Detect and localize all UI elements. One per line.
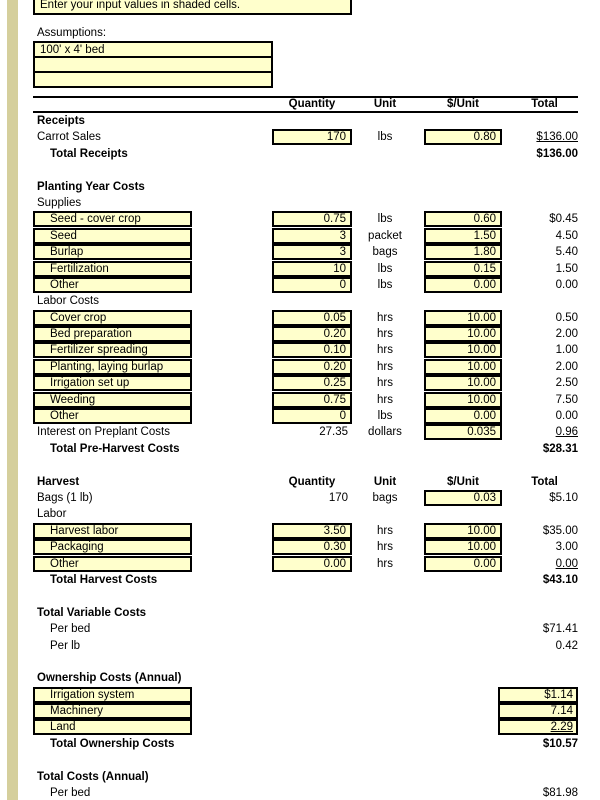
quantity-input[interactable] <box>272 539 352 555</box>
label-input[interactable] <box>33 523 192 539</box>
quantity-input-value: 0.20 <box>323 328 346 341</box>
quantity-input-value: 0.25 <box>323 377 346 390</box>
worksheet-row-section <box>33 769 578 785</box>
subsection-heading: Supplies <box>37 196 82 209</box>
label-input-value: Weeding <box>50 393 96 406</box>
quantity-input-value: 0.00 <box>323 557 346 570</box>
label-input-value: Machinery <box>50 705 104 718</box>
quantity-input[interactable] <box>272 228 352 244</box>
price-input-value: 10.00 <box>467 328 496 341</box>
quantity-input-value: 0.75 <box>323 213 346 226</box>
price-input-value: 0.00 <box>473 410 496 423</box>
row-label: Interest on Preplant Costs <box>37 426 170 439</box>
quantity-input[interactable] <box>272 211 352 227</box>
total-value: 2.00 <box>555 360 578 373</box>
worksheet-rows <box>33 96 578 800</box>
unit-label: dollars <box>368 426 402 439</box>
worksheet-row-spacer <box>33 457 578 473</box>
label-input[interactable] <box>33 211 192 227</box>
unit-label: hrs <box>377 311 393 324</box>
price-input-value: 10.00 <box>467 360 496 373</box>
worksheet-row-item <box>33 342 578 358</box>
total-value: $0.45 <box>549 213 578 226</box>
total-value: 5.40 <box>555 246 578 259</box>
worksheet-row-spacer <box>33 162 578 178</box>
worksheet-row-item <box>33 228 578 244</box>
worksheet-row-spacer <box>33 654 578 670</box>
worksheet-row-item <box>33 129 578 145</box>
section-heading: Ownership Costs (Annual) <box>37 672 182 685</box>
quantity-input[interactable] <box>272 408 352 424</box>
column-header-price: $/Unit <box>447 475 479 488</box>
quantity-input[interactable] <box>272 326 352 342</box>
quantity-input-value: 0 <box>339 410 346 423</box>
assumption-input-0[interactable]: 100' x 4' bed <box>33 41 273 58</box>
quantity-input-value: 0.30 <box>323 541 346 554</box>
worksheet-row-item <box>33 638 578 654</box>
worksheet-row-item <box>33 375 578 391</box>
total-value: $71.41 <box>542 623 578 636</box>
unit-label: bags <box>372 246 398 259</box>
worksheet-row-item <box>33 687 578 703</box>
label-input[interactable] <box>33 228 192 244</box>
notice-text: Enter your input values in shaded cells. <box>40 0 241 11</box>
column-header-price: $/Unit <box>447 98 479 110</box>
label-input-value: Other <box>50 278 79 291</box>
section-heading: Receipts <box>37 115 85 127</box>
subtotal-label: Total Receipts <box>50 147 128 160</box>
worksheet-row-subtotal <box>33 441 578 457</box>
row-label: Per bed <box>50 787 91 800</box>
column-header-total: Total <box>531 98 558 110</box>
unit-label: hrs <box>377 377 393 390</box>
worksheet-row-colheader <box>33 96 578 113</box>
quantity-input-value: 3.50 <box>323 524 346 537</box>
label-input-value: Fertilizer spreading <box>50 344 148 357</box>
assumption-input-2[interactable] <box>33 71 273 88</box>
label-input-value: Irrigation set up <box>50 377 130 390</box>
unit-label: lbs <box>377 131 393 144</box>
total-value: 3.00 <box>555 541 578 554</box>
label-input-value: Packaging <box>50 541 104 554</box>
worksheet-row-item <box>33 408 578 424</box>
quantity-input[interactable] <box>272 375 352 391</box>
worksheet-row-section <box>33 113 578 129</box>
total-value: 0.42 <box>555 639 578 652</box>
worksheet-row-section <box>33 670 578 686</box>
total-value: 4.50 <box>555 229 578 242</box>
quantity-input[interactable] <box>272 129 352 145</box>
total-input-value: 7.14 <box>550 705 573 718</box>
worksheet-row-colheader <box>33 474 578 490</box>
unit-label: lbs <box>377 410 393 423</box>
total-value: $81.98 <box>542 787 578 800</box>
subtotal-value: $28.31 <box>542 442 578 455</box>
unit-label: hrs <box>377 393 393 406</box>
subtotal-value: $43.10 <box>542 573 578 586</box>
quantity-input-value: 0.20 <box>323 360 346 373</box>
worksheet-row-section <box>33 605 578 621</box>
worksheet-row-subhead <box>33 293 578 309</box>
label-input-value: Bed preparation <box>50 328 132 341</box>
worksheet-row-subtotal <box>33 572 578 588</box>
worksheet-row-item <box>33 392 578 408</box>
unit-label: lbs <box>377 262 393 275</box>
notice-box <box>33 0 352 15</box>
total-value: 1.50 <box>555 262 578 275</box>
worksheet-row-item <box>33 424 578 440</box>
total-value: 0.00 <box>555 278 578 291</box>
worksheet-row-item <box>33 621 578 637</box>
unit-label: hrs <box>377 541 393 554</box>
label-input[interactable] <box>33 310 192 326</box>
worksheet-row-item <box>33 244 578 260</box>
label-input-value: Other <box>50 557 79 570</box>
price-input-value: 1.50 <box>473 229 496 242</box>
label-input-value: Land <box>50 721 76 734</box>
column-header-total: Total <box>531 475 558 488</box>
unit-label: hrs <box>377 360 393 373</box>
column-header-quantity: Quantity <box>288 98 336 110</box>
worksheet-row-item <box>33 719 578 735</box>
quantity-input[interactable] <box>272 392 352 408</box>
price-input-value: 0.035 <box>467 426 496 439</box>
quantity-value: 27.35 <box>319 426 348 439</box>
worksheet-row-subtotal <box>33 736 578 752</box>
row-label: Per lb <box>50 639 81 652</box>
quantity-input-value: 170 <box>326 131 346 144</box>
label-input-value: Harvest labor <box>50 524 119 537</box>
price-input-value: 0.80 <box>473 131 496 144</box>
worksheet-row-item <box>33 539 578 555</box>
column-header-unit: Unit <box>373 98 397 110</box>
subsection-heading: Labor <box>37 508 67 521</box>
total-value: 0.00 <box>555 557 578 570</box>
worksheet-row-item <box>33 359 578 375</box>
unit-label: hrs <box>377 344 393 357</box>
quantity-input[interactable] <box>272 277 352 293</box>
price-input-value: 0.00 <box>473 557 496 570</box>
label-input-value: Cover crop <box>50 311 107 324</box>
quantity-input-value: 10 <box>333 262 346 275</box>
total-value: 7.50 <box>555 393 578 406</box>
worksheet-row-item <box>33 211 578 227</box>
worksheet-row-item <box>33 310 578 326</box>
price-input-value: 10.00 <box>467 377 496 390</box>
label-input[interactable] <box>33 703 192 719</box>
worksheet-row-item <box>33 261 578 277</box>
label-input[interactable] <box>33 556 192 572</box>
label-input-value: Planting, laying burlap <box>50 360 164 373</box>
row-label: Per bed <box>50 623 91 636</box>
quantity-input[interactable] <box>272 359 352 375</box>
label-input[interactable] <box>33 277 192 293</box>
total-input[interactable] <box>498 703 578 719</box>
quantity-input[interactable] <box>272 310 352 326</box>
total-value: $35.00 <box>542 524 578 537</box>
quantity-input[interactable] <box>272 244 352 260</box>
label-input[interactable] <box>33 392 192 408</box>
total-input[interactable] <box>498 687 578 703</box>
total-value: $5.10 <box>549 491 578 504</box>
subtotal-value: $10.57 <box>542 737 578 750</box>
column-header-quantity: Quantity <box>288 475 336 488</box>
worksheet-row-spacer <box>33 588 578 604</box>
worksheet-row-item <box>33 523 578 539</box>
subtotal-label: Total Pre-Harvest Costs <box>50 442 180 455</box>
worksheet-row-item <box>33 556 578 572</box>
assumptions-label: Assumptions: <box>37 27 107 39</box>
quantity-input[interactable] <box>272 556 352 572</box>
total-input[interactable] <box>498 719 578 735</box>
worksheet-row-item <box>33 785 578 800</box>
unit-label: hrs <box>377 328 393 341</box>
unit-label: hrs <box>377 557 393 570</box>
price-input-value: 0.60 <box>473 213 496 226</box>
section-heading: Total Variable Costs <box>37 606 147 619</box>
unit-label: bags <box>372 491 398 504</box>
worksheet-row-subhead <box>33 195 578 211</box>
label-input[interactable] <box>33 408 192 424</box>
quantity-input[interactable] <box>272 342 352 358</box>
subtotal-value: $136.00 <box>536 147 578 160</box>
label-input[interactable] <box>33 342 192 358</box>
subsection-heading: Labor Costs <box>37 295 100 308</box>
price-input-value: 10.00 <box>467 524 496 537</box>
price-input-value: 10.00 <box>467 344 496 357</box>
total-value: 1.00 <box>555 344 578 357</box>
price-input-value: 0.00 <box>473 278 496 291</box>
quantity-value: 170 <box>328 491 348 504</box>
quantity-input-value: 3 <box>339 246 346 259</box>
label-input-value: Seed <box>50 229 77 242</box>
worksheet-row-item <box>33 277 578 293</box>
quantity-input[interactable] <box>272 261 352 277</box>
worksheet-row-spacer <box>33 752 578 768</box>
unit-label: hrs <box>377 524 393 537</box>
label-input[interactable] <box>33 687 192 703</box>
worksheet-row-item <box>33 703 578 719</box>
label-input[interactable] <box>33 719 192 735</box>
worksheet-row-subhead <box>33 506 578 522</box>
column-header-unit: Unit <box>373 475 397 488</box>
section-heading: Total Costs (Annual) <box>37 770 149 783</box>
label-input[interactable] <box>33 326 192 342</box>
quantity-input[interactable] <box>272 523 352 539</box>
quantity-input-value: 3 <box>339 229 346 242</box>
quantity-input-value: 0.05 <box>323 311 346 324</box>
price-input-value: 10.00 <box>467 393 496 406</box>
price-input-value: 10.00 <box>467 311 496 324</box>
assumptions-box <box>33 41 273 88</box>
total-value: 0.96 <box>555 426 578 439</box>
price-input-value: 10.00 <box>467 541 496 554</box>
unit-label: lbs <box>377 278 393 291</box>
total-value: 0.00 <box>555 410 578 423</box>
subtotal-label: Total Ownership Costs <box>50 737 175 750</box>
worksheet-row-item <box>33 490 578 506</box>
quantity-input-value: 0 <box>339 278 346 291</box>
row-label: Bags (1 lb) <box>37 491 93 504</box>
unit-label: lbs <box>377 213 393 226</box>
section-heading: Harvest <box>37 475 80 488</box>
total-value: 0.50 <box>555 311 578 324</box>
label-input-value: Fertilization <box>50 262 109 275</box>
label-input[interactable] <box>33 359 192 375</box>
quantity-input-value: 0.10 <box>323 344 346 357</box>
total-value: $136.00 <box>536 131 578 144</box>
subtotal-label: Total Harvest Costs <box>50 573 158 586</box>
label-input-value: Irrigation system <box>50 688 135 701</box>
label-input-value: Seed - cover crop <box>50 213 141 226</box>
worksheet-row-section <box>33 179 578 195</box>
label-input-value: Burlap <box>50 246 84 259</box>
label-input[interactable] <box>33 539 192 555</box>
price-input-value: 1.80 <box>473 246 496 259</box>
worksheet-row-item <box>33 326 578 342</box>
total-input-value: 2.29 <box>550 721 573 734</box>
page-margin-bar <box>7 0 18 800</box>
total-input-value: $1.14 <box>544 688 573 701</box>
total-value: 2.50 <box>555 377 578 390</box>
label-input[interactable] <box>33 261 192 277</box>
label-input[interactable] <box>33 244 192 260</box>
price-input-value: 0.03 <box>473 491 496 504</box>
unit-label: packet <box>368 229 402 242</box>
worksheet-row-subtotal <box>33 146 578 162</box>
section-heading: Planting Year Costs <box>37 180 145 193</box>
label-input-value: Other <box>50 410 79 423</box>
total-value: 2.00 <box>555 328 578 341</box>
row-label: Carrot Sales <box>37 131 101 144</box>
price-input-value: 0.15 <box>473 262 496 275</box>
label-input[interactable] <box>33 375 192 391</box>
quantity-input-value: 0.75 <box>323 393 346 406</box>
